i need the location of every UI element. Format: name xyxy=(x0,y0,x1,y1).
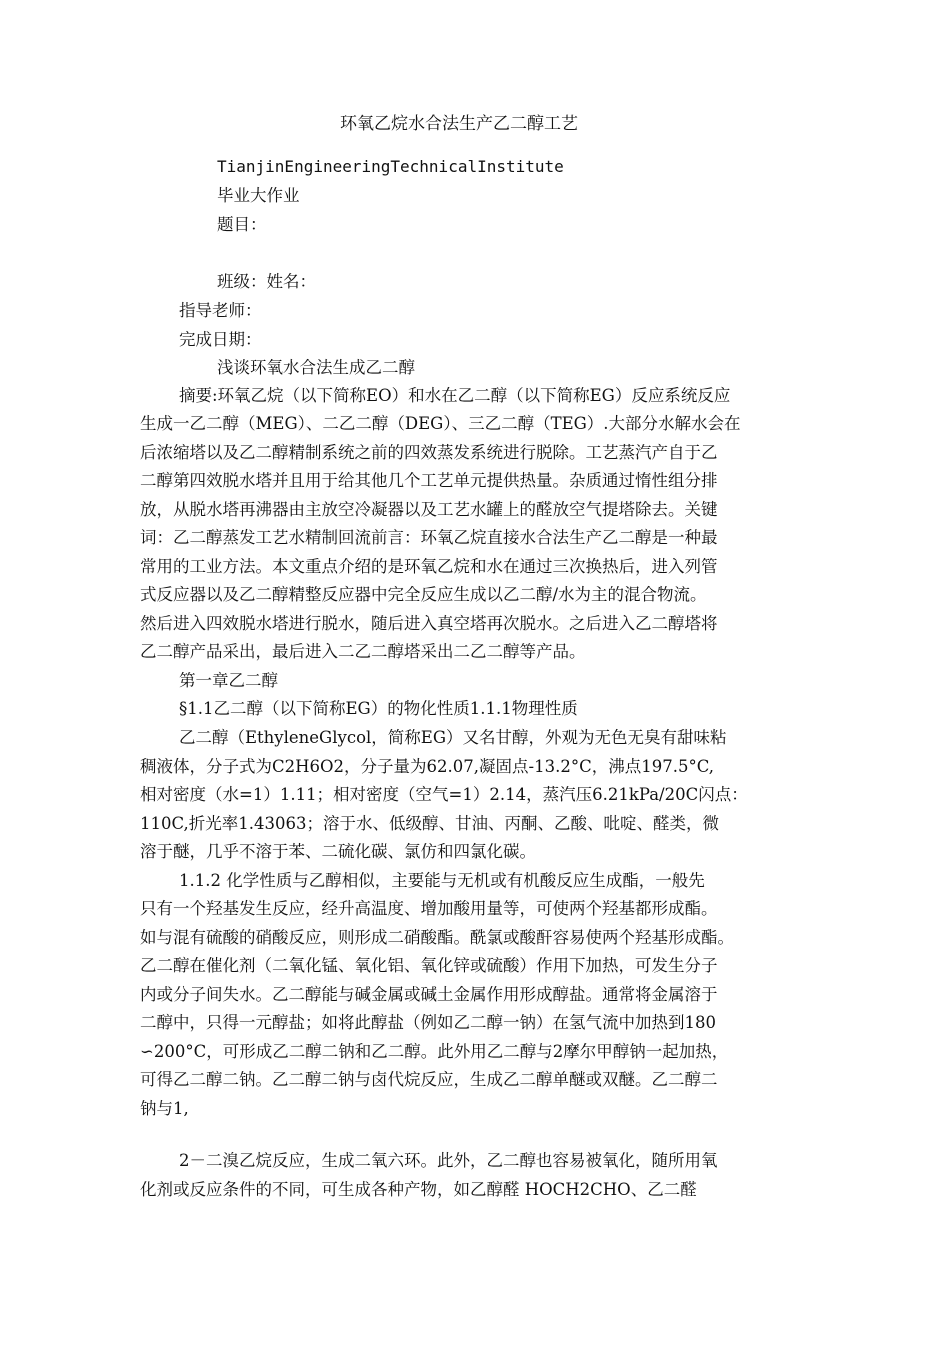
abstract-line: 然后进入四效脱水塔进行脱水，随后进入真空塔再次脱水。之后进入乙二醇塔将 xyxy=(140,614,718,633)
continuation-line: 2－二溴乙烷反应，生成二氧六环。此外，乙二醇也容易被氧化，随所用氧 xyxy=(179,1151,718,1170)
abstract-line: 二醇第四效脱水塔并且用于给其他几个工艺单元提供热量。杂质通过惰性组分排 xyxy=(140,471,718,490)
topic-label: 题目： xyxy=(217,215,267,234)
date-label: 完成日期： xyxy=(179,330,262,349)
assignment-label: 毕业大作业 xyxy=(217,186,300,205)
physical-property-line: 稠液体，分子式为C2H6O2，分子量为62.07,凝固点-13.2°C，沸点197.5°C, xyxy=(140,757,714,776)
abstract-line: 式反应器以及乙二醇精整反应器中完全反应生成以乙二醇/水为主的混合物流。 xyxy=(140,585,707,604)
physical-property-line: 相对密度（水=1）1.11；相对密度（空气=1）2.14，蒸汽压6.21kPa/20C闪点： xyxy=(140,785,748,804)
abstract-line: 后浓缩塔以及乙二醇精制系统之前的四效蒸发系统进行脱除。工艺蒸汽产自于乙 xyxy=(140,443,718,462)
chemical-property-line: 只有一个羟基发生反应，经升高温度、增加酸用量等，可使两个羟基都形成酯。 xyxy=(140,899,718,918)
continuation-line: 化剂或反应条件的不同，可生成各种产物，如乙醇醛 HOCH2CHO、乙二醛 xyxy=(140,1180,697,1199)
advisor-label: 指导老师： xyxy=(179,301,262,320)
abstract-line: 常用的工业方法。本文重点介绍的是环氧乙烷和水在通过三次换热后，进入列管 xyxy=(140,557,718,576)
chemical-property-line: 钠与1, xyxy=(140,1099,189,1118)
physical-property-line: 溶于醚，几乎不溶于苯、二硫化碳、氯仿和四氯化碳。 xyxy=(140,842,536,861)
abstract-line: 词：乙二醇蒸发工艺水精制回流前言：环氧乙烷直接水合法生产乙二醇是一种最 xyxy=(140,528,718,547)
chemical-property-line: ∽200°C，可形成乙二醇二钠和乙二醇。此外用乙二醇与2摩尔甲醇钠一起加热， xyxy=(140,1042,729,1061)
abstract-line: 乙二醇产品采出，最后进入二乙二醇塔采出二乙二醇等产品。 xyxy=(140,642,586,661)
chemical-property-line: 内或分子间失水。乙二醇能与碱金属或碱土金属作用形成醇盐。通常将金属溶于 xyxy=(140,985,718,1004)
physical-property-line: 乙二醇（EthyleneGlycol，简称EG）又名甘醇，外观为无色无臭有甜味粘 xyxy=(179,728,727,747)
physical-property-line: 110C,折光率1.43063；溶于水、低级醇、甘油、丙酮、乙酸、吡啶、醛类，微 xyxy=(140,814,720,833)
class-name-label: 班级：姓名： xyxy=(217,272,316,291)
chemical-property-line: 如与混有硫酸的硝酸反应，则形成二硝酸酯。酰氯或酸酐容易使两个羟基形成酯。 xyxy=(140,928,734,947)
abstract-line: 摘要:环氧乙烷（以下简称EO）和水在乙二醇（以下简称EG）反应系统反应 xyxy=(179,386,731,405)
chemical-property-line: 可得乙二醇二钠。乙二醇二钠与卤代烷反应，生成乙二醇单醚或双醚。乙二醇二 xyxy=(140,1070,718,1089)
chemical-property-line: 二醇中，只得一元醇盐；如将此醇盐（例如乙二醇一钠）在氢气流中加热到180 xyxy=(140,1013,716,1032)
section-heading: §1.1乙二醇（以下简称EG）的物化性质1.1.1物理性质 xyxy=(179,699,578,718)
chemical-property-line: 乙二醇在催化剂（二氧化锰、氧化铝、氧化锌或硫酸）作用下加热，可发生分子 xyxy=(140,956,718,975)
institute-name: TianjinEngineeringTechnicalInstitute xyxy=(217,157,564,176)
abstract-line: 生成一乙二醇（MEG）、二乙二醇（DEG）、三乙二醇（TEG）.大部分水解水会在 xyxy=(140,414,741,433)
document-subtitle: 浅谈环氧水合法生成乙二醇 xyxy=(217,358,415,377)
abstract-line: 放，从脱水塔再沸器由主放空冷凝器以及工艺水罐上的醛放空气提塔除去。关键 xyxy=(140,500,718,519)
chapter-heading: 第一章乙二醇 xyxy=(179,671,278,690)
document-title: 环氧乙烷水合法生产乙二醇工艺 xyxy=(340,114,578,134)
chemical-property-line: 1.1.2 化学性质与乙醇相似，主要能与无机或有机酸反应生成酯，一般先 xyxy=(179,871,705,890)
